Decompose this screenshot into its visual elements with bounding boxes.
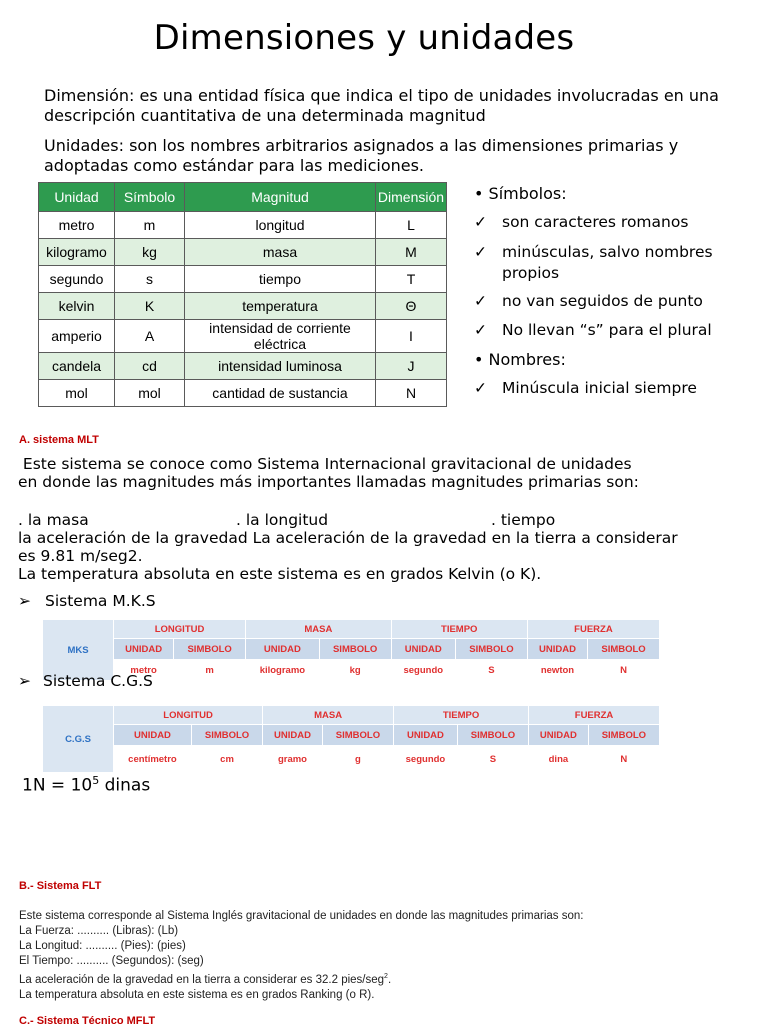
cell: N — [376, 380, 447, 407]
cell: mol — [115, 380, 185, 407]
list-item-text: no van seguidos de punto — [502, 292, 703, 310]
cell: cantidad de sustancia — [185, 380, 376, 407]
check-icon: ✓ — [474, 379, 487, 397]
cell: longitud — [185, 212, 376, 239]
header-dimension: Dimensión — [376, 183, 447, 212]
cell: kilogramo — [39, 239, 115, 266]
subheader: SIMBOLO — [191, 725, 262, 746]
subheader: UNIDAD — [391, 639, 455, 660]
table-row — [39, 380, 447, 407]
cell: Θ — [376, 293, 447, 320]
header-simbolo: Símbolo — [115, 183, 185, 212]
cgs-heading-text: Sistema C.G.S — [43, 672, 153, 690]
subheader: UNIDAD — [114, 639, 174, 660]
check-icon: ✓ — [474, 243, 487, 261]
cell: L — [376, 212, 447, 239]
value-cell: N — [588, 660, 660, 681]
flt-line-3: La Longitud: .......... (Pies): (pies) — [19, 940, 186, 952]
equivalence-lhs: 1N = 10 — [22, 775, 93, 796]
mlt-masa: . la masa — [18, 511, 89, 529]
table-row — [39, 353, 447, 380]
unidades-line-1: Unidades: son los nombres arbitrarios asignados a las dimensiones primarias y — [44, 136, 679, 155]
value-cell: g — [322, 746, 393, 773]
mlt-tiempo: . tiempo — [491, 511, 556, 529]
cell: cd — [115, 353, 185, 380]
mlt-heading: A. sistema MLT — [19, 434, 99, 446]
group-header: FUERZA — [527, 620, 659, 639]
value-cell: centímetro — [114, 746, 192, 773]
mks-label: MKS — [43, 620, 114, 681]
table-row — [39, 320, 447, 353]
list-item-text: No llevan “s” para el plural — [502, 321, 712, 339]
mks-heading — [18, 592, 156, 610]
mlt-longitud: . la longitud — [236, 511, 329, 529]
value-cell: S — [457, 746, 528, 773]
table-row — [39, 239, 447, 266]
flt-line-2: La Fuerza: .......... (Libras): (Lb) — [19, 925, 179, 937]
table-row — [39, 266, 447, 293]
subheader: SIMBOLO — [174, 639, 246, 660]
symbols-heading: • Símbolos: — [474, 184, 567, 203]
cell: M — [376, 239, 447, 266]
value-cell: newton — [527, 660, 587, 681]
subheader: UNIDAD — [529, 725, 589, 746]
cgs-table — [42, 705, 660, 773]
cell: K — [115, 293, 185, 320]
group-header: LONGITUD — [114, 706, 263, 725]
table-row — [39, 293, 447, 320]
check-icon: ✓ — [474, 213, 487, 231]
arrow-bullet-icon: ➢ — [18, 592, 31, 610]
flt-heading: B.- Sistema FLT — [19, 880, 102, 892]
cell: kg — [115, 239, 185, 266]
group-header: LONGITUD — [114, 620, 246, 639]
flt-body — [19, 909, 759, 1003]
subheader: UNIDAD — [114, 725, 192, 746]
cell: J — [376, 353, 447, 380]
units-table — [38, 182, 447, 407]
cell: amperio — [39, 320, 115, 353]
unidades-definition — [44, 136, 744, 176]
cell: kelvin — [39, 293, 115, 320]
subheader: SIMBOLO — [455, 639, 527, 660]
subheader: SIMBOLO — [588, 725, 659, 746]
list-item-text: son caracteres romanos — [502, 213, 689, 231]
flt-line-5-text: La aceleración de la gravedad en la tierra a considerar es 32.2 pies/seg — [19, 973, 385, 986]
cgs-heading — [18, 672, 153, 690]
page-title: Dimensiones y unidades — [153, 18, 575, 58]
subheader: SIMBOLO — [319, 639, 391, 660]
mlt-line-4: la aceleración de la gravedad La aceleración de la gravedad en la tierra a considerar — [18, 529, 678, 547]
list-item-text: propios — [502, 264, 560, 282]
mlt-body — [18, 455, 758, 491]
cell: intensidad de corriente eléctrica — [185, 320, 376, 353]
subheader: SIMBOLO — [588, 639, 660, 660]
cell: I — [376, 320, 447, 353]
group-header: TIEMPO — [394, 706, 529, 725]
unidades-line-2: adoptadas como estándar para las mediciones. — [44, 156, 425, 175]
cgs-label: C.G.S — [43, 706, 114, 773]
subheader: UNIDAD — [394, 725, 458, 746]
flt-line-5-sup: 2 — [384, 973, 388, 980]
value-cell: S — [455, 660, 527, 681]
symbols-heading-text: Símbolos: — [488, 184, 567, 203]
equivalence-exponent: 5 — [92, 774, 100, 787]
mlt-line-6: La temperatura absoluta en este sistema es en grados Kelvin (o K). — [18, 565, 542, 583]
subheader: UNIDAD — [527, 639, 587, 660]
cell: mol — [39, 380, 115, 407]
mflt-heading: C.- Sistema Técnico MFLT — [19, 1015, 156, 1027]
arrow-bullet-icon: ➢ — [18, 672, 31, 690]
group-header: FUERZA — [529, 706, 660, 725]
check-icon: ✓ — [474, 321, 487, 339]
subheader: UNIDAD — [246, 639, 320, 660]
units-table-header — [39, 183, 447, 212]
dimension-line-1: Dimensión: es una entidad física que indica el tipo de unidades involucradas en una — [44, 86, 719, 105]
value-cell: metro — [114, 660, 174, 681]
value-cell: dina — [529, 746, 589, 773]
cell: A — [115, 320, 185, 353]
value-cell: N — [588, 746, 659, 773]
flt-line-6: La temperatura absoluta en este sistema es en grados Ranking (o R). — [19, 988, 375, 1001]
cell: masa — [185, 239, 376, 266]
cell: s — [115, 266, 185, 293]
value-cell: kg — [319, 660, 391, 681]
dimension-definition — [44, 86, 744, 126]
check-icon: ✓ — [474, 292, 487, 310]
mlt-line-2: en donde las magnitudes más importantes llamadas magnitudes primarias son: — [18, 473, 639, 491]
cell: intensidad luminosa — [185, 353, 376, 380]
value-cell: cm — [191, 746, 262, 773]
cell: temperatura — [185, 293, 376, 320]
mlt-line-5: es 9.81 m/seg2. — [18, 547, 143, 565]
mks-heading-text: Sistema M.K.S — [45, 592, 156, 610]
subheader: UNIDAD — [263, 725, 323, 746]
list-item-text: minúsculas, salvo nombres — [502, 243, 713, 261]
value-cell: segundo — [394, 746, 458, 773]
dimension-line-2: descripción cuantitativa de una determinada magnitud — [44, 106, 486, 125]
equivalence-rhs: dinas — [99, 775, 151, 796]
flt-line-5-end: . — [387, 973, 392, 986]
names-heading-text: Nombres: — [488, 350, 566, 369]
group-header: MASA — [246, 620, 392, 639]
mlt-gravity — [18, 529, 763, 583]
cell: m — [115, 212, 185, 239]
value-cell: kilogramo — [246, 660, 320, 681]
table-row — [39, 212, 447, 239]
value-cell: m — [174, 660, 246, 681]
value-cell: gramo — [263, 746, 323, 773]
group-header: MASA — [263, 706, 394, 725]
newton-dina-equivalence — [22, 774, 150, 796]
mlt-line-1: Este sistema se conoce como Sistema Internacional gravitacional de unidades — [18, 455, 632, 473]
flt-line-1: Este sistema corresponde al Sistema Inglés gravitacional de unidades en donde las magnitudes primarias son: — [19, 910, 584, 922]
flt-line-4: El Tiempo: .......... (Segundos): (seg) — [19, 955, 204, 967]
cell: segundo — [39, 266, 115, 293]
value-cell: segundo — [391, 660, 455, 681]
header-unidad: Unidad — [39, 183, 115, 212]
cell: metro — [39, 212, 115, 239]
cell: T — [376, 266, 447, 293]
header-magnitud: Magnitud — [185, 183, 376, 212]
list-item-text: Minúscula inicial siempre — [502, 379, 697, 397]
group-header: TIEMPO — [391, 620, 527, 639]
names-heading: • Nombres: — [474, 350, 566, 369]
cell: candela — [39, 353, 115, 380]
subheader: SIMBOLO — [457, 725, 528, 746]
cell: tiempo — [185, 266, 376, 293]
symbols-list — [474, 184, 764, 404]
subheader: SIMBOLO — [322, 725, 393, 746]
flt-line-5 — [19, 969, 759, 988]
